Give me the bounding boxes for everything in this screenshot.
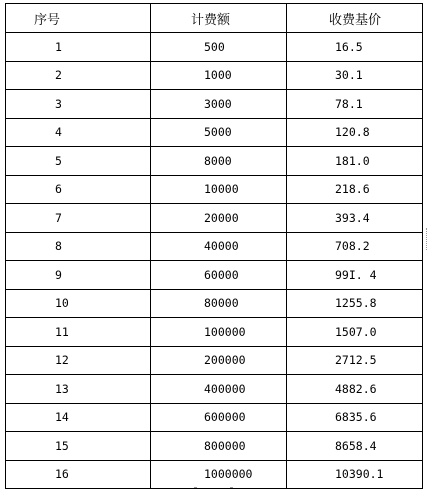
- cell-base-price: 393.4: [287, 204, 423, 233]
- cell-amount: 80000: [151, 289, 287, 318]
- cell-amount: 200000: [151, 346, 287, 375]
- cell-index: 2: [6, 61, 151, 90]
- cell-base-price: 4882.6: [287, 375, 423, 404]
- cell-base-price: 181.0: [287, 147, 423, 176]
- cell-base-price: 120.8: [287, 118, 423, 147]
- cell-amount: 1000000: [151, 460, 287, 489]
- table-row: [6, 318, 423, 347]
- cell-base-price: 16.5: [287, 33, 423, 62]
- cell-base-price: 99I. 4: [287, 261, 423, 290]
- cell-base-price: 708.2: [287, 232, 423, 261]
- table-row: [6, 261, 423, 290]
- header-index: 序号: [6, 4, 151, 33]
- cell-index: 13: [6, 375, 151, 404]
- cell-base-price: 78.1: [287, 90, 423, 119]
- table-row: [6, 118, 423, 147]
- table-row: [6, 432, 423, 461]
- cell-base-price: 6835.6: [287, 403, 423, 432]
- table-row: [6, 33, 423, 62]
- cell-amount: 60000: [151, 261, 287, 290]
- cell-amount: 500: [151, 33, 287, 62]
- cell-amount: 8000: [151, 147, 287, 176]
- cell-marker: [194, 487, 197, 492]
- cell-index: 3: [6, 90, 151, 119]
- table-header: [6, 4, 423, 33]
- cell-amount: 600000: [151, 403, 287, 432]
- table-row: [6, 346, 423, 375]
- header-amount: 计费额: [151, 4, 287, 33]
- cell-index: 6: [6, 175, 151, 204]
- cell-index: 11: [6, 318, 151, 347]
- cell-index: 15: [6, 432, 151, 461]
- cell-index: 5: [6, 147, 151, 176]
- cell-amount: 3000: [151, 90, 287, 119]
- fee-table: [5, 3, 423, 489]
- table-row: [6, 175, 423, 204]
- cell-base-price: 30.1: [287, 61, 423, 90]
- cell-amount: 100000: [151, 318, 287, 347]
- table-row: [6, 232, 423, 261]
- table-row: [6, 61, 423, 90]
- table-row: [6, 289, 423, 318]
- cell-index: 9: [6, 261, 151, 290]
- table-row: [6, 403, 423, 432]
- cell-base-price: 2712.5: [287, 346, 423, 375]
- cell-amount: 800000: [151, 432, 287, 461]
- cell-base-price: 1507.0: [287, 318, 423, 347]
- table-body: [6, 33, 423, 489]
- table-row: [6, 460, 423, 489]
- cell-index: 4: [6, 118, 151, 147]
- header-base-price: 收费基价: [287, 4, 423, 33]
- cell-marker: [230, 487, 233, 492]
- cell-index: 14: [6, 403, 151, 432]
- cell-base-price: 218.6: [287, 175, 423, 204]
- cell-index: 16: [6, 460, 151, 489]
- cell-amount: 5000: [151, 118, 287, 147]
- cell-index: 12: [6, 346, 151, 375]
- cell-amount: 10000: [151, 175, 287, 204]
- cell-index: 1: [6, 33, 151, 62]
- cell-amount: 40000: [151, 232, 287, 261]
- cell-amount: 1000: [151, 61, 287, 90]
- cell-amount: 400000: [151, 375, 287, 404]
- cell-base-price: 1255.8: [287, 289, 423, 318]
- header-row: [6, 4, 423, 33]
- cell-amount: 20000: [151, 204, 287, 233]
- table-row: [6, 147, 423, 176]
- table-row: [6, 90, 423, 119]
- cell-index: 8: [6, 232, 151, 261]
- cell-base-price: 10390.1: [287, 460, 423, 489]
- table-row: [6, 375, 423, 404]
- resize-handle-right[interactable]: [426, 228, 431, 250]
- cell-base-price: 8658.4: [287, 432, 423, 461]
- cell-index: 7: [6, 204, 151, 233]
- table-row: [6, 204, 423, 233]
- cell-index: 10: [6, 289, 151, 318]
